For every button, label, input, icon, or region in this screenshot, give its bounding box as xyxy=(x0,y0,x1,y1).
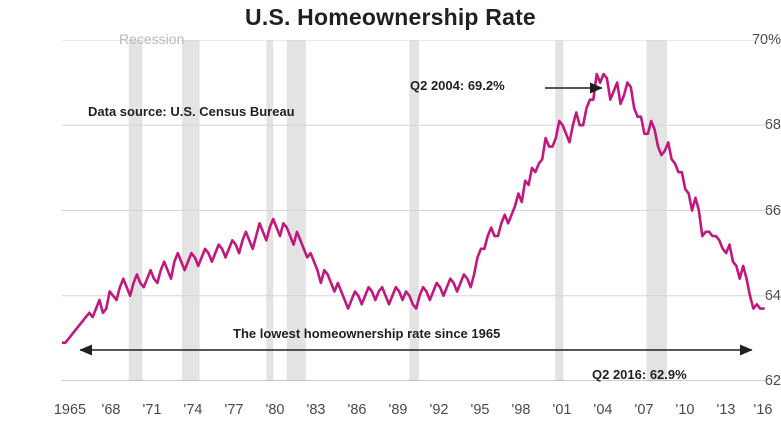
x-axis-tick-label: '80 xyxy=(265,402,285,418)
x-axis-tick-label: '86 xyxy=(347,402,367,418)
x-axis-tick-label: '68 xyxy=(101,402,121,418)
x-axis-tick-label: '07 xyxy=(634,402,654,418)
x-axis-tick-label: '10 xyxy=(675,402,695,418)
x-axis-tick-label: '01 xyxy=(552,402,572,418)
y-axis-tick-label: 70% xyxy=(751,32,781,48)
x-axis-tick-label: 1965 xyxy=(53,402,87,418)
y-axis-tick-label: 64 xyxy=(764,288,781,304)
x-axis-tick-label: '71 xyxy=(142,402,162,418)
y-axis-tick-label: 62 xyxy=(764,373,781,389)
x-axis-tick-label: '16 xyxy=(753,402,773,418)
page-title: U.S. Homeownership Rate xyxy=(245,4,536,30)
x-axis-tick-label: '77 xyxy=(224,402,244,418)
data-source-note: Data source: U.S. Census Bureau xyxy=(88,104,295,119)
x-axis-tick-label: '98 xyxy=(511,402,531,418)
y-axis-tick-label: 66 xyxy=(764,203,781,219)
x-axis-tick-label: '89 xyxy=(388,402,408,418)
recession-band-label: Recession xyxy=(119,31,185,47)
peak-callout-label: Q2 2004: 69.2% xyxy=(410,78,505,93)
x-axis-tick-label: '04 xyxy=(593,402,613,418)
y-axis-tick-label: 68 xyxy=(764,117,781,133)
x-axis-tick-label: '83 xyxy=(306,402,326,418)
span-annotation-label: The lowest homeownership rate since 1965 xyxy=(233,326,501,341)
x-axis-tick-label: '95 xyxy=(470,402,490,418)
x-axis-tick-label: '74 xyxy=(183,402,203,418)
x-axis-tick-label: '92 xyxy=(429,402,449,418)
trough-callout-label: Q2 2016: 62.9% xyxy=(592,367,687,382)
x-axis-tick-label: '13 xyxy=(716,402,736,418)
